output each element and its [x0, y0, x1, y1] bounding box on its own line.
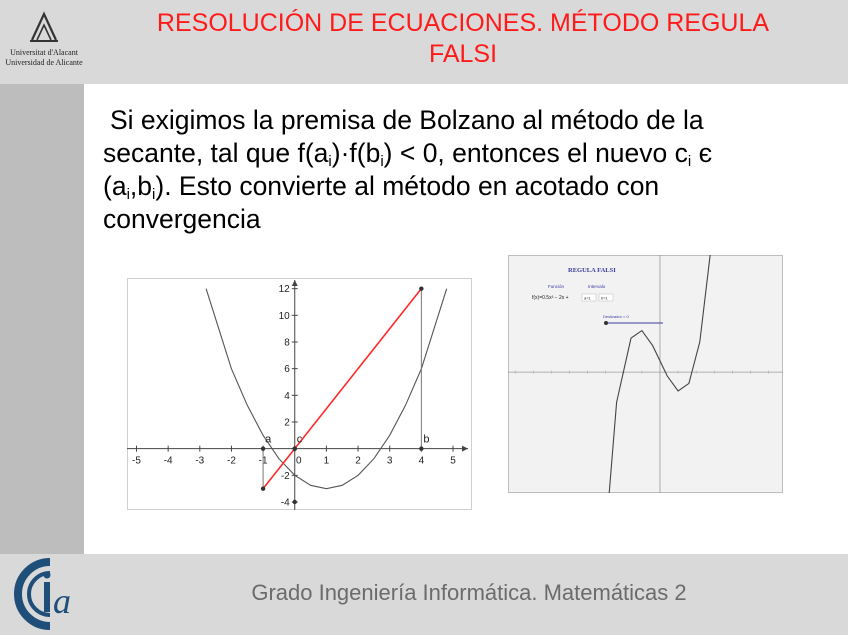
- graph-point: [293, 500, 297, 504]
- body-line-3: [103, 170, 803, 203]
- body-paragraph: [103, 104, 803, 236]
- logo-line-2: Universidad de Alicante: [5, 58, 83, 67]
- body-line-4: convergencia: [103, 204, 261, 234]
- graph-point: [261, 486, 265, 490]
- text-frag: ,b: [129, 171, 153, 201]
- geogebra-applet-screenshot: [508, 255, 783, 493]
- point-label: a: [265, 433, 272, 446]
- applet-frame: [509, 256, 783, 493]
- text-frag: )·f(b: [331, 138, 381, 168]
- regula-falsi-graph: [127, 278, 472, 510]
- x-tick-label: 3: [386, 455, 393, 467]
- graph-frame: [128, 279, 472, 510]
- y-tick-label: 2: [284, 417, 290, 429]
- body-line-2: [103, 137, 803, 170]
- left-sidebar-strip: [0, 84, 84, 554]
- subscript: i: [380, 153, 384, 170]
- graph-point: [293, 446, 297, 450]
- y-tick-label: 10: [278, 310, 290, 322]
- footer-text: Grado Ingeniería Informática. Matemáticas 2: [251, 580, 687, 605]
- x-tick-label: -2: [226, 455, 236, 467]
- title-line-2: FALSI: [428, 40, 498, 68]
- graph-point: [419, 286, 423, 290]
- subscript: i: [152, 186, 156, 203]
- subscript: i: [126, 186, 130, 203]
- y-tick-label: 12: [278, 284, 290, 296]
- graph-point: [419, 446, 423, 450]
- text-frag: є: [691, 138, 713, 168]
- graph-point: [261, 446, 265, 450]
- subscript: i: [687, 153, 692, 170]
- y-tick-label: 6: [284, 364, 290, 376]
- body-line-1: Si exigimos la premisa de Bolzano al método de la: [110, 105, 704, 135]
- applet-input-b-text: b=1: [601, 295, 608, 301]
- university-logo: [4, 8, 84, 68]
- x-tick-label: -5: [132, 455, 141, 467]
- svg-text:a: a: [53, 581, 71, 621]
- x-tick-label: -4: [163, 455, 173, 467]
- y-tick-label: 4: [284, 390, 290, 402]
- applet-label-funcion: Función: [548, 284, 565, 289]
- y-tick-label: -2: [280, 470, 290, 482]
- subscript: i: [328, 153, 332, 170]
- x-tick-label: 0: [295, 455, 302, 467]
- applet-label-intervalo: Intervalo: [588, 284, 606, 289]
- applet-title: REGULA FALSI: [568, 267, 616, 274]
- point-label: b: [423, 433, 430, 446]
- slide-title: [118, 8, 808, 70]
- x-tick-label: 4: [418, 455, 425, 467]
- applet-slider-label: Deslizador = 0: [603, 314, 629, 319]
- x-tick-label: -1: [258, 455, 268, 467]
- text-frag: ) < 0, entonces el nuevo c: [383, 138, 688, 168]
- y-tick-label: -4: [280, 497, 290, 509]
- x-tick-label: 5: [450, 455, 456, 467]
- x-tick-label: -3: [195, 455, 205, 467]
- x-tick-label: 1: [323, 455, 330, 467]
- title-line-1: RESOLUCIÓN DE ECUACIONES. MÉTODO REGULA: [156, 9, 770, 37]
- y-tick-label: 8: [284, 337, 290, 349]
- applet-slider-knob: [604, 321, 608, 325]
- university-crest-icon: [24, 8, 64, 48]
- applet-formula: f(x)=0.5x³ − 2x +: [532, 295, 569, 301]
- text-frag: (a: [103, 171, 127, 201]
- logo-line-1: Universitat d'Alacant: [10, 48, 78, 57]
- text-frag: secante, tal que f(a: [103, 138, 329, 168]
- point-label: c: [296, 433, 303, 446]
- text-frag: ). Esto convierte al método en acotado con: [155, 171, 660, 201]
- applet-input-a-text: a=1: [584, 295, 591, 301]
- x-tick-label: 2: [355, 455, 361, 467]
